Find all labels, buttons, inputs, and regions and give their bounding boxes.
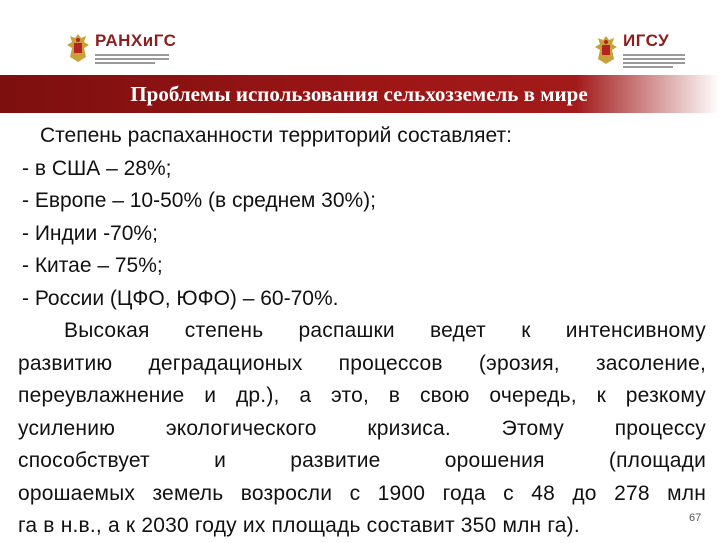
paragraph-line-6: орошаемых земель возросли с 1900 года с 48 до 278 млн: [18, 481, 706, 505]
ranepa-logo-name: РАНХиГС: [95, 31, 177, 50]
intro-text: Степень распаханности территорий составляет:: [40, 124, 512, 147]
igsu-logo-subtitle-lines: [623, 52, 685, 68]
paragraph-line-5: способствует и развитие орошения (площади: [18, 449, 706, 472]
paragraph-line-2: развитию деградационых процессов (эрозия, засоление,: [18, 351, 706, 375]
igsu-crest-icon: [594, 35, 618, 65]
bullet-china: - Китае – 75%;: [22, 254, 163, 277]
slide-content: [18, 120, 706, 543]
paragraph-line-7: га в н.в., а к 2030 году их площадь составит 350 млн га).: [18, 514, 580, 537]
title-bar: [0, 75, 720, 113]
ranepa-logo: [66, 32, 176, 64]
bullet-russia: - России (ЦФО, ЮФО) – 60-70%.: [22, 286, 339, 310]
bullet-europe: - Европе – 10-50% (в среднем 30%);: [22, 189, 377, 212]
ranepa-logo-subtitle-lines: [95, 52, 176, 64]
igsu-logo-name: ИГСУ: [623, 31, 670, 50]
slide-title: Проблемы использования сельхозземель в мире: [130, 81, 588, 106]
bullet-usa: - в США – 28%;: [22, 156, 172, 180]
igsu-logo: [594, 32, 685, 68]
paragraph-line-3: переувлажнение и др.), а это, в свою очередь, к резкому: [18, 384, 706, 407]
paragraph-line-1: Высокая степень распашки ведет к интенсивному: [64, 319, 706, 342]
bullet-india: - Индии -70%;: [22, 221, 158, 245]
ranepa-crest-icon: [66, 33, 90, 63]
paragraph-line-4: усилению экологического кризиса. Этому процессу: [18, 416, 706, 440]
page-number: 67: [689, 512, 702, 524]
